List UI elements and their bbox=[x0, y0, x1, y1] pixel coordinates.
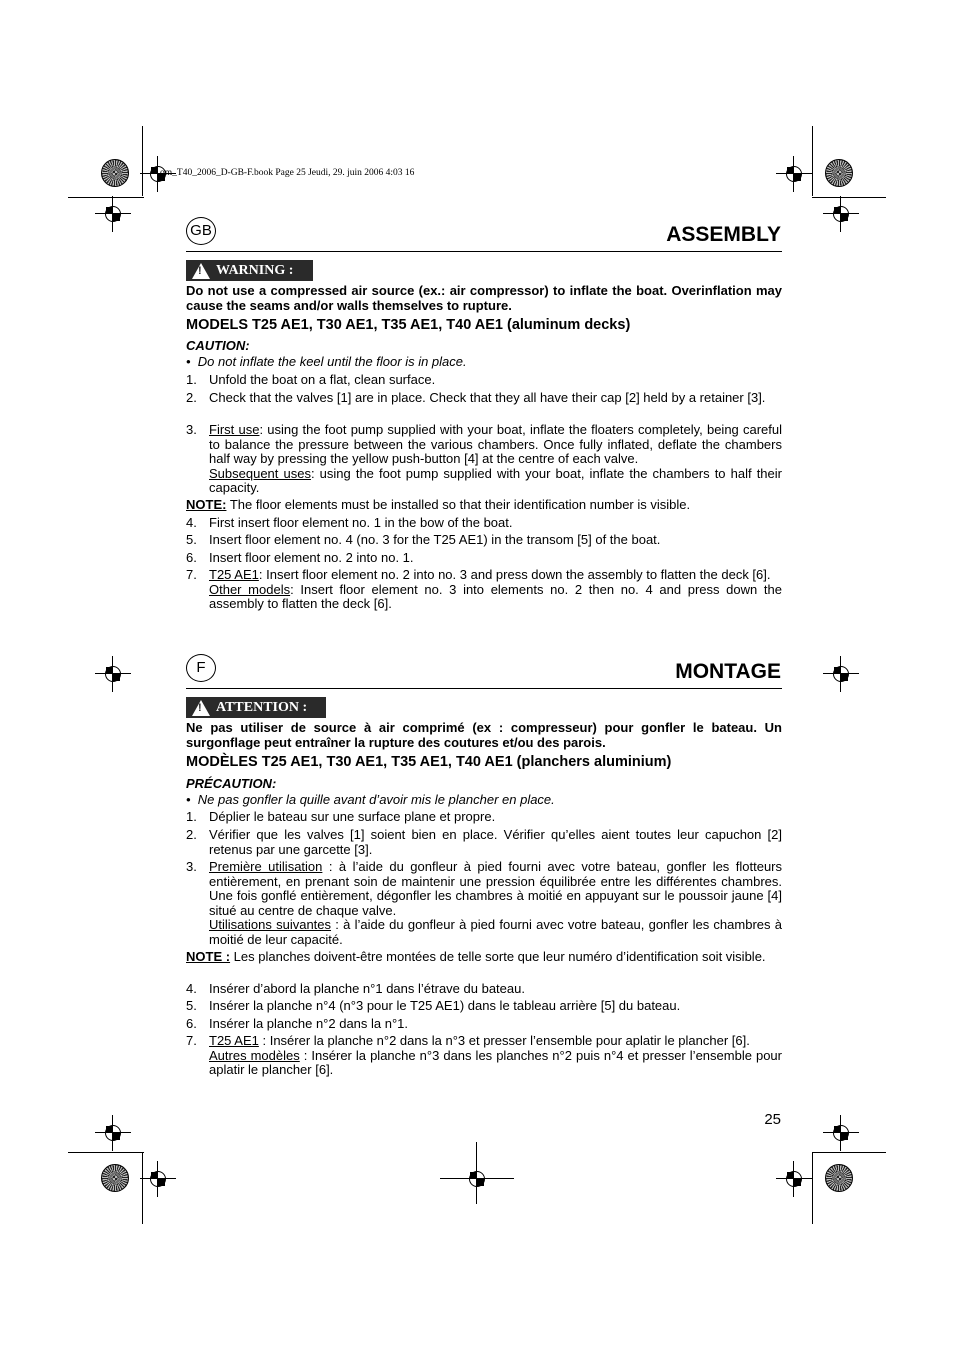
list-item bbox=[186, 391, 782, 406]
trim-mark bbox=[812, 1152, 813, 1224]
note-label: NOTE: bbox=[186, 497, 227, 512]
caution-label: PRÉCAUTION: bbox=[186, 776, 277, 791]
item-text-part: : Insert floor element no. 2 into no. 3 and press down the assembly to flatten the deck [6]. bbox=[258, 567, 771, 582]
trim-mark bbox=[440, 1178, 514, 1179]
note bbox=[186, 950, 782, 965]
item-text: Insérer d’abord la planche n°1 dans l’étrave du bateau. bbox=[209, 981, 525, 996]
section-rule bbox=[186, 688, 782, 689]
underlined-term: Première utilisation bbox=[209, 859, 323, 874]
item-number: 2. bbox=[186, 390, 197, 405]
underlined-term: First use bbox=[209, 422, 260, 437]
section-title-assembly: ASSEMBLY bbox=[666, 223, 781, 246]
caution-text: Ne pas gonfler la quille avant d’avoir mis le plancher en place. bbox=[197, 792, 555, 807]
list-item bbox=[186, 1034, 782, 1078]
item-number: 6. bbox=[186, 550, 197, 565]
trim-mark bbox=[812, 1152, 886, 1153]
crosshair-icon bbox=[823, 196, 859, 232]
warning-text: Do not use a compressed air source (ex.: air compressor) to inflate the boat. Overinflation may cause the seams and/or walls themselves to rupture. bbox=[186, 283, 782, 313]
note bbox=[186, 498, 782, 513]
warning-label: WARNING : bbox=[216, 262, 294, 278]
crosshair-icon bbox=[140, 1161, 176, 1197]
item-text-part: : à l’aide du gonfleur à pied fourni avec votre bateau, gonfler les flotteurs entièrement, en prenant soin de maintenir une pression équilibrée entre les différentes chambres. Une fois gonflé entièrement, dégonfler les chambres à moitié en appuyant sur le poussoir jaune [4] situé au centre de chaque valve. bbox=[209, 859, 783, 918]
item-text: Vérifier que les valves [1] soient bien en place. Vérifier qu’elles aient toutes leur capuchon [2] retenus par une garcette [3]. bbox=[209, 827, 782, 857]
item-text-part: : Insérer la planche n°2 dans la n°3 et presser l’ensemble pour aplatir le plancher [6]. bbox=[258, 1033, 750, 1048]
item-text-part: : using the foot pump supplied with your boat, inflate the floaters completely, being careful to balance the pressure between the various chambers. Once fully inflated, deflate the chambers half way by pressing the yellow push-button [4] at the centre of each valve. bbox=[209, 422, 783, 466]
list-item bbox=[186, 810, 782, 825]
warning-banner bbox=[186, 260, 313, 281]
registration-disk-icon bbox=[825, 1164, 853, 1192]
item-number: 2. bbox=[186, 827, 197, 842]
list-item bbox=[186, 982, 782, 997]
models-heading: MODÈLES T25 AE1, T30 AE1, T35 AE1, T40 AE1 (planchers aluminium) bbox=[186, 754, 672, 770]
note-text: Les planches doivent-être montées de telle sorte que leur numéro d’identification soit visible. bbox=[230, 949, 766, 964]
section-title-montage: MONTAGE bbox=[675, 660, 781, 683]
underlined-term: Subsequent uses bbox=[209, 465, 311, 481]
item-number: 4. bbox=[186, 981, 197, 996]
caution-item bbox=[186, 355, 782, 370]
warning-triangle-icon bbox=[192, 700, 210, 716]
item-number: 3. bbox=[186, 422, 197, 437]
underlined-term: Other models bbox=[209, 581, 291, 597]
crosshair-icon bbox=[823, 656, 859, 692]
crosshair-icon bbox=[776, 1161, 812, 1197]
note-text: The floor elements must be installed so that their identification number is visible. bbox=[226, 497, 691, 512]
list-item bbox=[186, 999, 782, 1014]
item-number: 5. bbox=[186, 532, 197, 547]
item-text bbox=[209, 1034, 782, 1078]
item-number: 3. bbox=[186, 859, 197, 874]
language-badge-gb: GB bbox=[186, 217, 216, 245]
underlined-term: T25 AE1 bbox=[209, 1033, 259, 1048]
registration-disk-icon bbox=[101, 159, 129, 187]
caution-label: CAUTION: bbox=[186, 338, 250, 353]
trim-mark bbox=[68, 1152, 144, 1153]
item-number: 7. bbox=[186, 567, 197, 582]
item-text-part: : Insert floor element no. 3 into elements no. 2 then no. 4 and press down the assembly to flatten the deck [6]. bbox=[209, 581, 782, 611]
section-rule bbox=[186, 251, 782, 252]
crosshair-icon bbox=[823, 1115, 859, 1151]
warning-label: ATTENTION : bbox=[216, 699, 308, 715]
list-item bbox=[186, 860, 782, 947]
list-item bbox=[186, 423, 782, 496]
item-number: 4. bbox=[186, 515, 197, 530]
trim-mark bbox=[476, 1142, 477, 1204]
registration-disk-icon bbox=[101, 1164, 129, 1192]
list-item bbox=[186, 1017, 782, 1032]
crosshair-icon bbox=[95, 656, 131, 692]
crosshair-icon bbox=[459, 1161, 495, 1197]
crosshair-icon bbox=[95, 196, 131, 232]
print-header: om_T40_2006_D-GB-F.book Page 25 Jeudi, 29. juin 2006 4:03 16 bbox=[160, 168, 415, 178]
item-text: Insert floor element no. 2 into no. 1. bbox=[209, 550, 414, 565]
underlined-term: Utilisations suivantes bbox=[209, 917, 332, 932]
bullet: • bbox=[186, 792, 191, 807]
note-label: NOTE : bbox=[186, 949, 231, 964]
warning-text: Ne pas utiliser de source à air comprimé (ex : compresseur) pour gonfler le bateau. Un surgonflage peut entraîner la rupture des coutures et/ou des parois. bbox=[186, 720, 782, 750]
item-number: 1. bbox=[186, 372, 197, 387]
item-number: 1. bbox=[186, 809, 197, 824]
item-text: Unfold the boat on a flat, clean surface. bbox=[209, 372, 436, 387]
list-item bbox=[186, 516, 782, 531]
list-item bbox=[186, 533, 782, 548]
warning-banner bbox=[186, 697, 326, 718]
list-item bbox=[186, 551, 782, 566]
underlined-term: Autres modèles bbox=[209, 1047, 300, 1063]
caution-item bbox=[186, 793, 782, 808]
item-text bbox=[209, 860, 782, 947]
item-number: 6. bbox=[186, 1016, 197, 1031]
list-item bbox=[186, 373, 782, 388]
trim-mark bbox=[812, 126, 813, 196]
item-text: Insérer la planche n°2 dans la n°1. bbox=[209, 1016, 409, 1031]
item-text bbox=[209, 568, 782, 612]
caution-text: Do not inflate the keel until the floor is in place. bbox=[197, 354, 467, 369]
list-item bbox=[186, 828, 782, 857]
item-number: 5. bbox=[186, 998, 197, 1013]
item-text-part: : à l’aide du gonfleur à pied fourni avec votre bateau, gonfler les chambres à moitié de leur capacité. bbox=[209, 917, 782, 947]
item-text: First insert floor element no. 1 in the bow of the boat. bbox=[209, 515, 513, 530]
language-badge-f: F bbox=[186, 654, 216, 682]
warning-triangle-icon bbox=[192, 263, 210, 279]
crosshair-icon bbox=[776, 156, 812, 192]
page-number: 25 bbox=[764, 1111, 781, 1128]
list-item bbox=[186, 568, 782, 612]
crosshair-icon bbox=[95, 1115, 131, 1151]
item-text-part: : Insérer la planche n°3 dans les planches n°2 puis n°4 et presser l’ensemble pour aplatir le plancher [6]. bbox=[209, 1047, 782, 1077]
underlined-term: T25 AE1 bbox=[209, 567, 259, 582]
item-text: Insérer la planche n°4 (n°3 pour le T25 AE1) dans le tableau arrière [5] du bateau. bbox=[209, 998, 681, 1013]
models-heading: MODELS T25 AE1, T30 AE1, T35 AE1, T40 AE1 (aluminum decks) bbox=[186, 317, 631, 333]
item-text: Insert floor element no. 4 (no. 3 for the T25 AE1) in the transom [5] of the boat. bbox=[209, 532, 661, 547]
item-text: Check that the valves [1] are in place. Check that they all have their cap [2] held by a retainer [3]. bbox=[209, 390, 766, 405]
item-text-part: : using the foot pump supplied with your boat, inflate the chambers to half their capacity. bbox=[209, 465, 782, 495]
registration-disk-icon bbox=[825, 159, 853, 187]
item-text bbox=[209, 423, 782, 496]
item-text: Déplier le bateau sur une surface plane et propre. bbox=[209, 809, 496, 824]
bullet: • bbox=[186, 354, 191, 369]
item-number: 7. bbox=[186, 1033, 197, 1048]
